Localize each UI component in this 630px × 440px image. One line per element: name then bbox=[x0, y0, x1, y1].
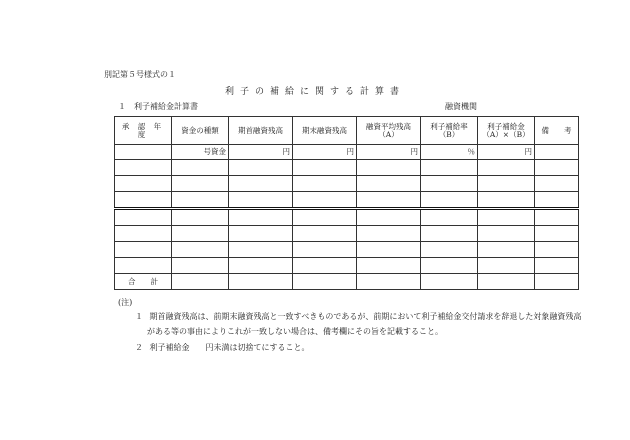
table-row bbox=[115, 192, 579, 209]
total-row bbox=[115, 274, 579, 290]
table-row bbox=[115, 258, 579, 274]
note-number: ２ bbox=[135, 343, 143, 352]
table-row bbox=[115, 160, 579, 176]
header-remarks: 備 考 bbox=[535, 117, 579, 145]
note-item-1 bbox=[135, 311, 581, 322]
unit-cell: 円 bbox=[357, 145, 421, 160]
bank-label: 融資機関 bbox=[445, 102, 477, 111]
interest-calculation-table bbox=[114, 116, 579, 290]
note-number: １ bbox=[135, 312, 143, 321]
header-row bbox=[115, 117, 579, 145]
unit-cell: 円 bbox=[478, 145, 535, 160]
table-row bbox=[115, 242, 579, 258]
total-label: 合 計 bbox=[115, 274, 172, 290]
header-fund-type: 資金の種類 bbox=[172, 117, 229, 145]
note-text: 期首融資残高は、前期末融資残高と一致すべきものであるが、前期において利子補給金交付請求を辞退した対象融資残高 bbox=[149, 312, 582, 321]
note-text: 利子補給金 円未満は切捨てにすること。 bbox=[149, 343, 310, 352]
header-opening-balance: 期首融資残高 bbox=[229, 117, 293, 145]
note-item-2 bbox=[135, 342, 310, 353]
unit-cell: 円 bbox=[229, 145, 293, 160]
unit-cell: ％ bbox=[421, 145, 478, 160]
section-title: １ 利子補給金計算書 bbox=[118, 102, 198, 111]
unit-cell: 円 bbox=[293, 145, 357, 160]
unit-cell: 号資金 bbox=[172, 145, 229, 160]
unit-cell bbox=[535, 145, 579, 160]
unit-cell bbox=[115, 145, 172, 160]
units-row bbox=[115, 145, 579, 160]
header-subsidy-rate: 利子補給率 （B） bbox=[421, 117, 478, 145]
table-row bbox=[115, 176, 579, 192]
form-number: 別記第５号様式の１ bbox=[104, 70, 176, 79]
table-row bbox=[115, 209, 579, 226]
document-title: 利子の補給に関する計算書 bbox=[224, 87, 405, 97]
header-closing-balance: 期末融資残高 bbox=[293, 117, 357, 145]
notes-heading: (注) bbox=[118, 298, 133, 307]
header-subsidy-amount: 利子補給金 （A）×（B） bbox=[478, 117, 535, 145]
header-average-balance: 融資平均残高 （A） bbox=[357, 117, 421, 145]
note-item-1-continued: がある等の事由によりこれが一致しない場合は、備考欄にその旨を記載すること。 bbox=[147, 327, 443, 336]
table-row bbox=[115, 226, 579, 242]
header-approval-year: 承 認 年 度 bbox=[115, 117, 172, 145]
